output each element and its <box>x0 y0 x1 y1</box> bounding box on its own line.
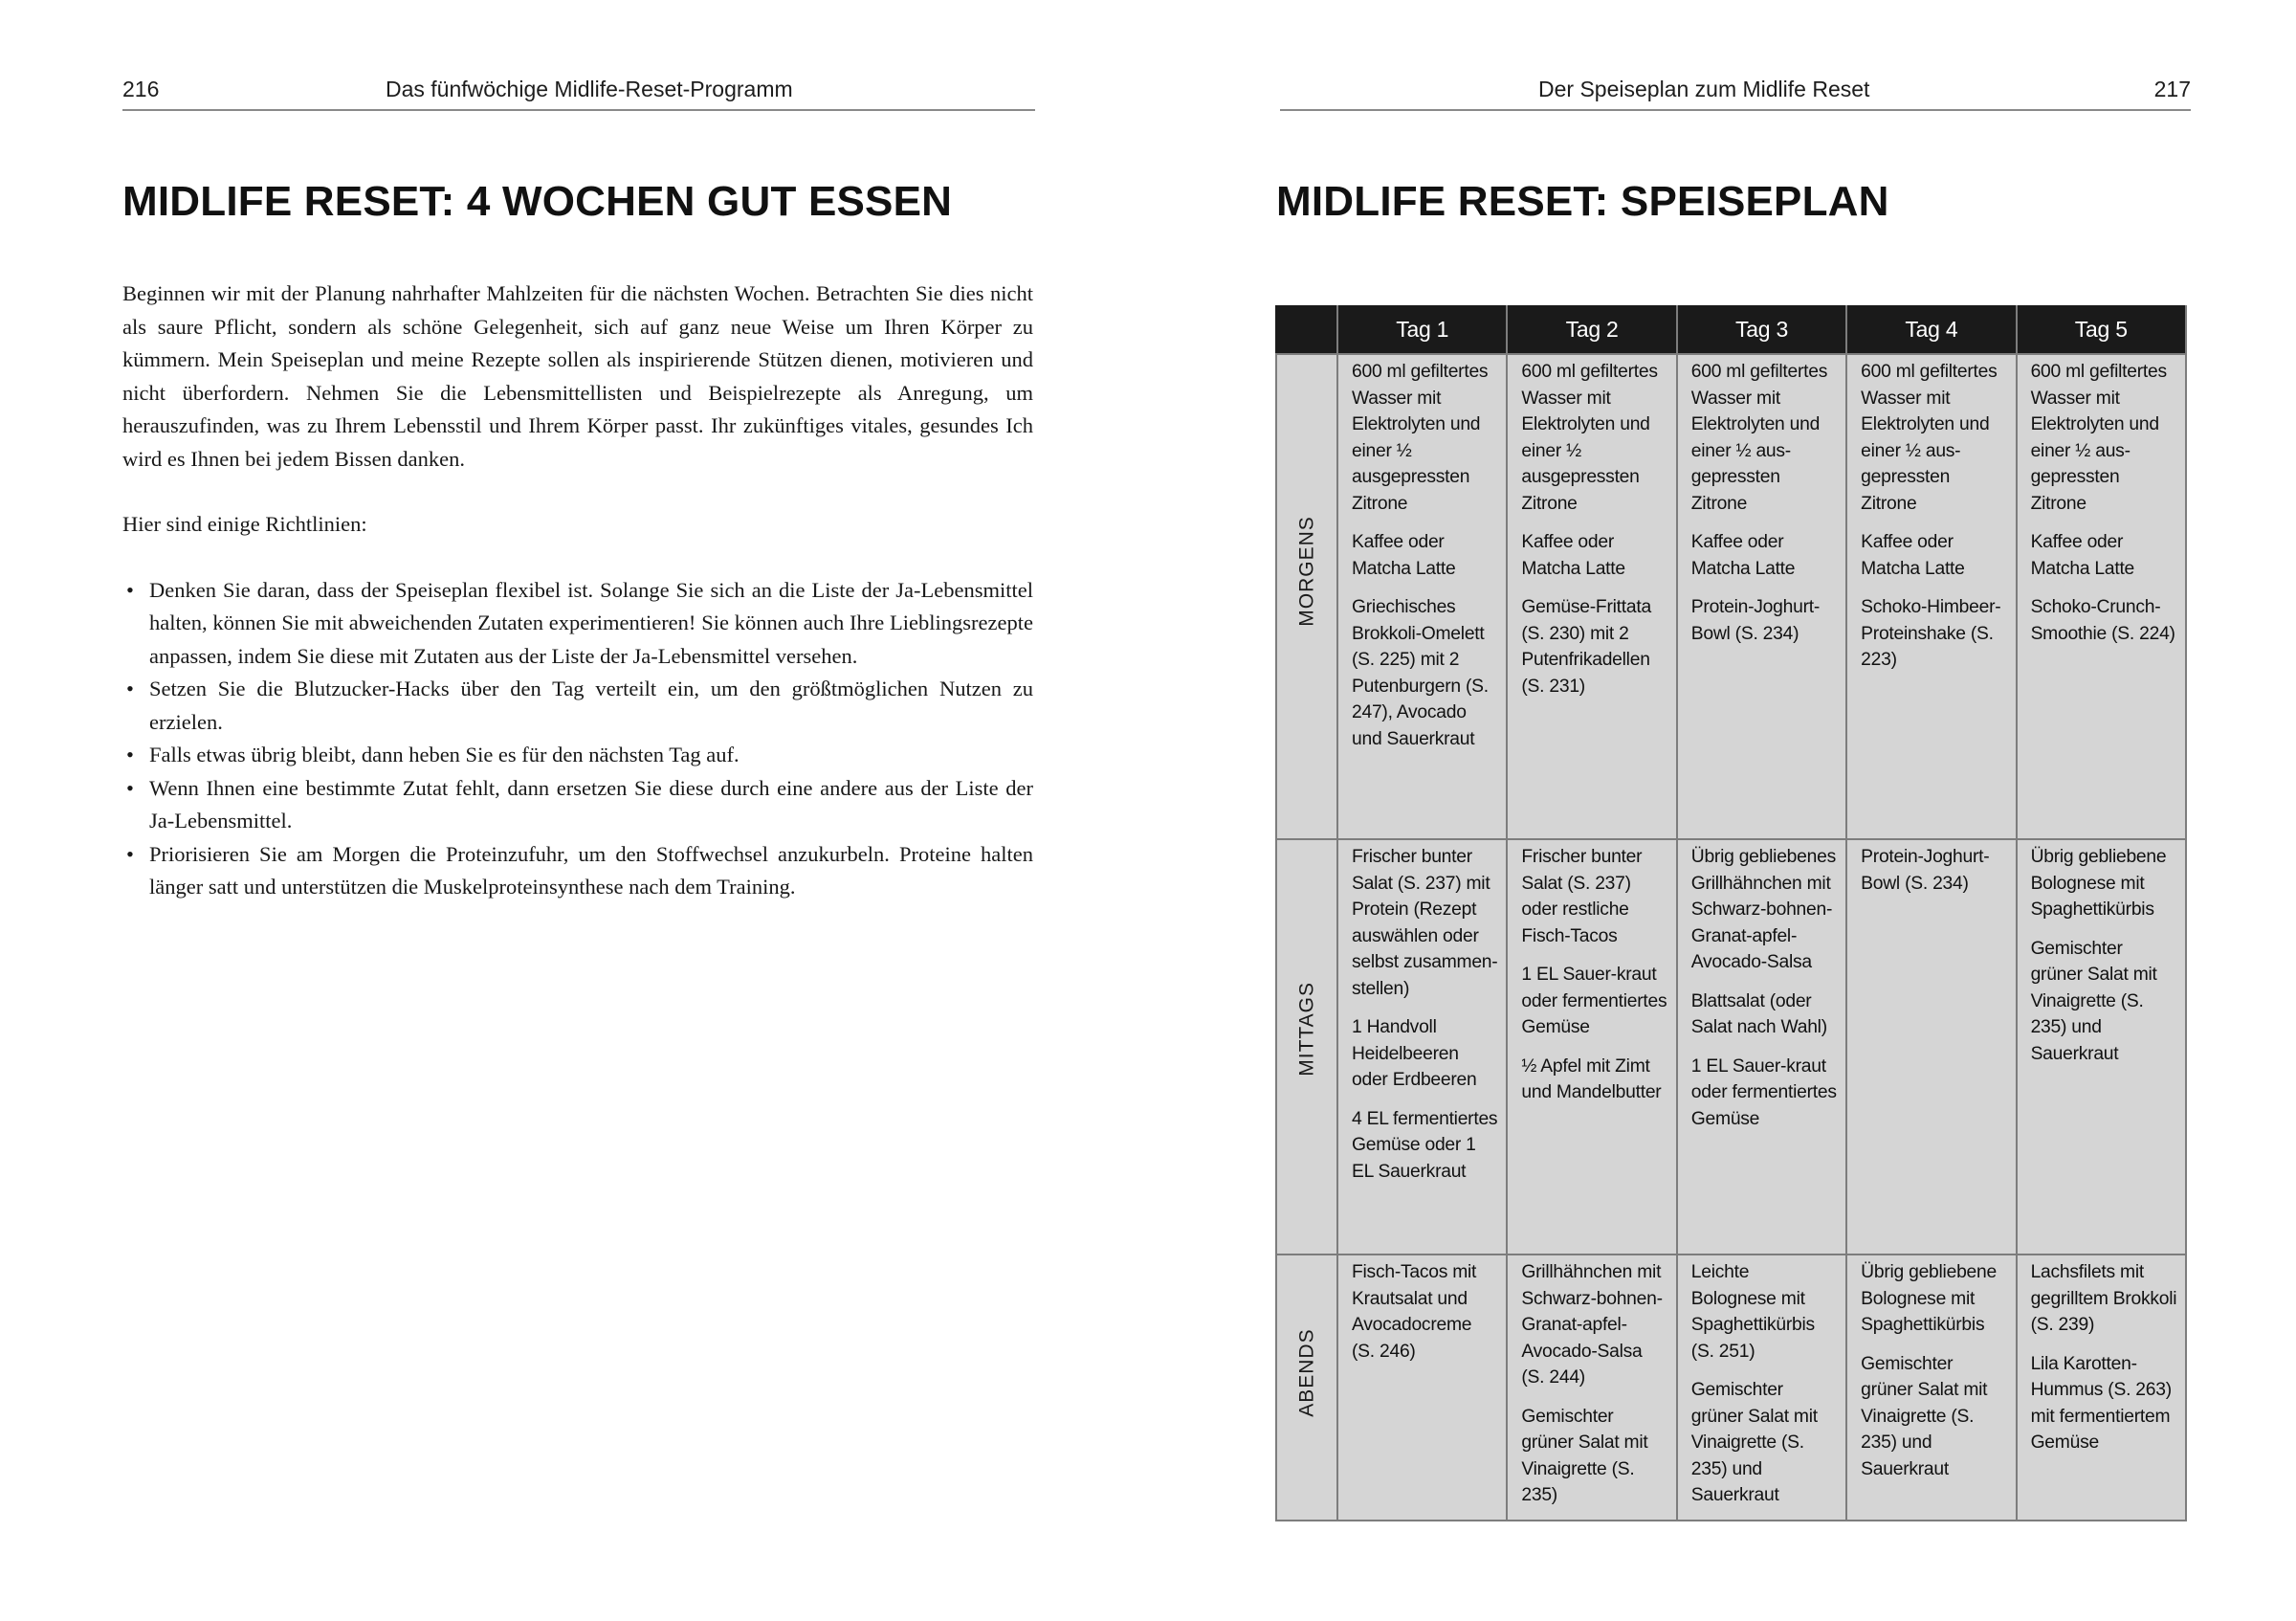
meal-plan-table <box>1275 305 2187 1521</box>
meal-cell <box>1337 1255 1507 1521</box>
meal-cell <box>1677 354 1846 839</box>
meal-item: Fisch-Tacos mit Krautsalat und Avocadocreme (S. 246) <box>1352 1262 1477 1362</box>
table-corner <box>1276 306 1337 354</box>
meal-cell <box>1507 839 1676 1255</box>
meal-item: Grillhähnchen mit Schwarz-bohnen-Granat-apfel-Avocado-Salsa (S. 244) <box>1521 1262 1663 1388</box>
meal-item: Leichte Bolognese mit Spaghettikürbis (S. 251) <box>1690 1262 1815 1362</box>
meal-item: Protein-Joghurt-Bowl (S. 234) <box>1690 597 1821 644</box>
guidelines-heading: Hier sind einige Richtlinien: <box>122 512 367 536</box>
meal-item: 600 ml gefiltertes Wasser mit Elektrolyten und einer ½ aus-gepressten Zitrone <box>1690 362 1828 514</box>
meal-item: Frischer bunter Salat (S. 237) oder restliche Fisch-Tacos <box>1521 847 1643 946</box>
meal-item: Gemischter grüner Salat mit Vinaigrette (S. 235) und Sauerkraut <box>1690 1380 1818 1505</box>
guidelines-list <box>122 574 1033 904</box>
list-item: • Wenn Ihnen eine bestimmte Zutat fehlt, dann ersetzen Sie diese durch eine andere aus der Liste der Ja-Lebensmittel. <box>122 772 1033 838</box>
meal-item: Schoko-Crunch-Smoothie (S. 224) <box>2030 597 2175 644</box>
meal-item: 4 EL fermentiertes Gemüse oder 1 EL Sauerkraut <box>1352 1108 1498 1182</box>
meal-label: MITTAGS <box>1295 982 1318 1077</box>
meal-item: 1 EL Sauer-kraut oder fermentiertes Gemüse <box>1521 965 1667 1037</box>
meal-label-cell <box>1276 839 1337 1255</box>
meal-item: 600 ml gefiltertes Wasser mit Elektrolyten und einer ½ aus-gepressten Zitrone <box>2030 362 2167 514</box>
table-header-row <box>1276 306 2186 354</box>
meal-cell <box>2017 839 2186 1255</box>
meal-item: Übrig gebliebenes Grillhähnchen mit Schwarz-bohnen-Granat-apfel-Avocado-Salsa <box>1690 847 1836 972</box>
meal-item: Lachsfilets mit gegrilltem Brokkoli (S. 239) <box>2030 1262 2177 1335</box>
running-header <box>1280 73 2191 111</box>
list-item: • Denken Sie daran, dass der Speiseplan flexibel ist. Solange Sie sich an die Liste der Ja-Lebensmittel halten, können Sie mit abweichenden Zutaten experimentieren! Sie können auch Ihre Lieblingsrezepte anpassen, indem Sie diese mit Zutaten aus der Liste der Ja-Lebensmittel versehen. <box>122 574 1033 674</box>
meal-item: Übrig gebliebene Bolognese mit Spaghettikürbis <box>1861 1262 1997 1335</box>
meal-item: Gemischter grüner Salat mit Vinaigrette (S. 235) und Sauerkraut <box>2030 938 2157 1064</box>
meal-item: 600 ml gefiltertes Wasser mit Elektrolyten und einer ½ ausgepressten Zitrone <box>1352 362 1489 514</box>
meal-item: 600 ml gefiltertes Wasser mit Elektrolyten und einer ½ ausgepressten Zitrone <box>1521 362 1658 514</box>
meal-item: Kaffee oder Matcha Latte <box>1861 532 1965 579</box>
running-title: Das fünfwöchige Midlife-Reset-Programm <box>386 77 793 101</box>
day-header: Tag 3 <box>1677 306 1846 354</box>
day-header: Tag 1 <box>1337 306 1507 354</box>
page-heading: MIDLIFE RESET: 4 WOCHEN GUT ESSEN <box>122 178 953 225</box>
meal-cell <box>2017 1255 2186 1521</box>
meal-label-cell <box>1276 354 1337 839</box>
meal-cell <box>1846 839 2016 1255</box>
meal-cell <box>1846 1255 2016 1521</box>
list-item: • Falls etwas übrig bleibt, dann heben Sie es für den nächsten Tag auf. <box>122 739 1033 772</box>
meal-item: 600 ml gefiltertes Wasser mit Elektrolyten und einer ½ aus-gepressten Zitrone <box>1861 362 1998 514</box>
meal-cell <box>1337 839 1507 1255</box>
meal-cell <box>1507 1255 1676 1521</box>
body-text <box>122 278 1033 904</box>
day-header: Tag 2 <box>1507 306 1676 354</box>
meal-item: Frischer bunter Salat (S. 237) mit Protein (Rezept auswählen oder selbst zusammen-stellen) <box>1352 847 1498 999</box>
meal-cell <box>2017 354 2186 839</box>
list-item: • Priorisieren Sie am Morgen die Proteinzufuhr, um den Stoffwechsel anzukurbeln. Proteine halten länger satt und unterstützen die Muskelproteinsynthese nach dem Training. <box>122 838 1033 904</box>
meal-label: ABENDS <box>1295 1328 1318 1417</box>
meal-cell <box>1507 354 1676 839</box>
meal-item: Kaffee oder Matcha Latte <box>1352 532 1456 579</box>
meal-item: ½ Apfel mit Zimt und Mandelbutter <box>1521 1055 1662 1102</box>
running-title: Der Speiseplan zum Midlife Reset <box>1538 77 1870 101</box>
meal-cell <box>1677 1255 1846 1521</box>
table-body <box>1276 354 2186 1521</box>
meal-item: 1 Handvoll Heidelbeeren oder Erdbeeren <box>1352 1017 1477 1090</box>
meal-label-cell <box>1276 1255 1337 1521</box>
meal-item: Lila Karotten-Hummus (S. 263) mit fermentiertem Gemüse <box>2030 1353 2172 1453</box>
meal-label: MORGENS <box>1295 515 1318 627</box>
meal-item: Gemischter grüner Salat mit Vinaigrette (S. 235) <box>1521 1406 1648 1505</box>
list-item: • Setzen Sie die Blutzucker-Hacks über den Tag verteilt ein, um den größtmöglichen Nutzen zu erzielen. <box>122 673 1033 739</box>
day-header: Tag 5 <box>2017 306 2186 354</box>
day-header: Tag 4 <box>1846 306 2016 354</box>
meal-item: Kaffee oder Matcha Latte <box>1521 532 1625 579</box>
table-row <box>1276 1255 2186 1521</box>
intro-paragraph: Beginnen wir mit der Planung nahrhafter Mahlzeiten für die nächsten Wochen. Betrachten Sie dies nicht als saure Pflicht, sondern als schöne Gelegenheit, sich auf ganz neue Weise um Ihren Körper zu kümmern. Mein Speiseplan und meine Rezepte sollen als inspirierende Stützen dienen, motivieren und nicht überfordern. Nehmen Sie die Lebensmittellisten und Beispielrezepte als Anregung, um herauszufinden, was zu Ihrem Lebensstil und Ihrem Körper passt. Ihr zukünftiges vitales, gesundes Ich wird es Ihnen bei jedem Bissen danken. <box>122 281 1033 471</box>
meal-item: Gemischter grüner Salat mit Vinaigrette (S. 235) und Sauerkraut <box>1861 1353 1988 1479</box>
meal-item: Übrig gebliebene Bolognese mit Spaghettikürbis <box>2030 847 2167 920</box>
meal-item: Kaffee oder Matcha Latte <box>2030 532 2135 579</box>
meal-item: Protein-Joghurt-Bowl (S. 234) <box>1861 847 1990 894</box>
meal-item: Griechisches Brokkoli-Omelett (S. 225) mit 2 Putenburgern (S. 247), Avocado und Sauerkraut <box>1352 597 1489 749</box>
page-number: 216 <box>122 77 160 101</box>
meal-cell <box>1337 354 1507 839</box>
meal-item: Kaffee oder Matcha Latte <box>1690 532 1796 579</box>
meal-item: Blattsalat (oder Salat nach Wahl) <box>1690 990 1827 1037</box>
page-heading: MIDLIFE RESET: SPEISEPLAN <box>1276 178 1889 225</box>
meal-item: 1 EL Sauer-kraut oder fermentiertes Gemüse <box>1690 1055 1837 1129</box>
meal-cell <box>1846 354 2016 839</box>
meal-cell <box>1677 839 1846 1255</box>
page-number: 217 <box>2153 77 2191 101</box>
table-row <box>1276 354 2186 839</box>
meal-item: Schoko-Himbeer-Proteinshake (S. 223) <box>1861 597 2001 670</box>
right-page <box>1148 0 2296 1621</box>
running-header <box>122 73 1035 111</box>
table-row <box>1276 839 2186 1255</box>
meal-item: Gemüse-Frittata (S. 230) mit 2 Putenfrikadellen (S. 231) <box>1521 597 1651 697</box>
